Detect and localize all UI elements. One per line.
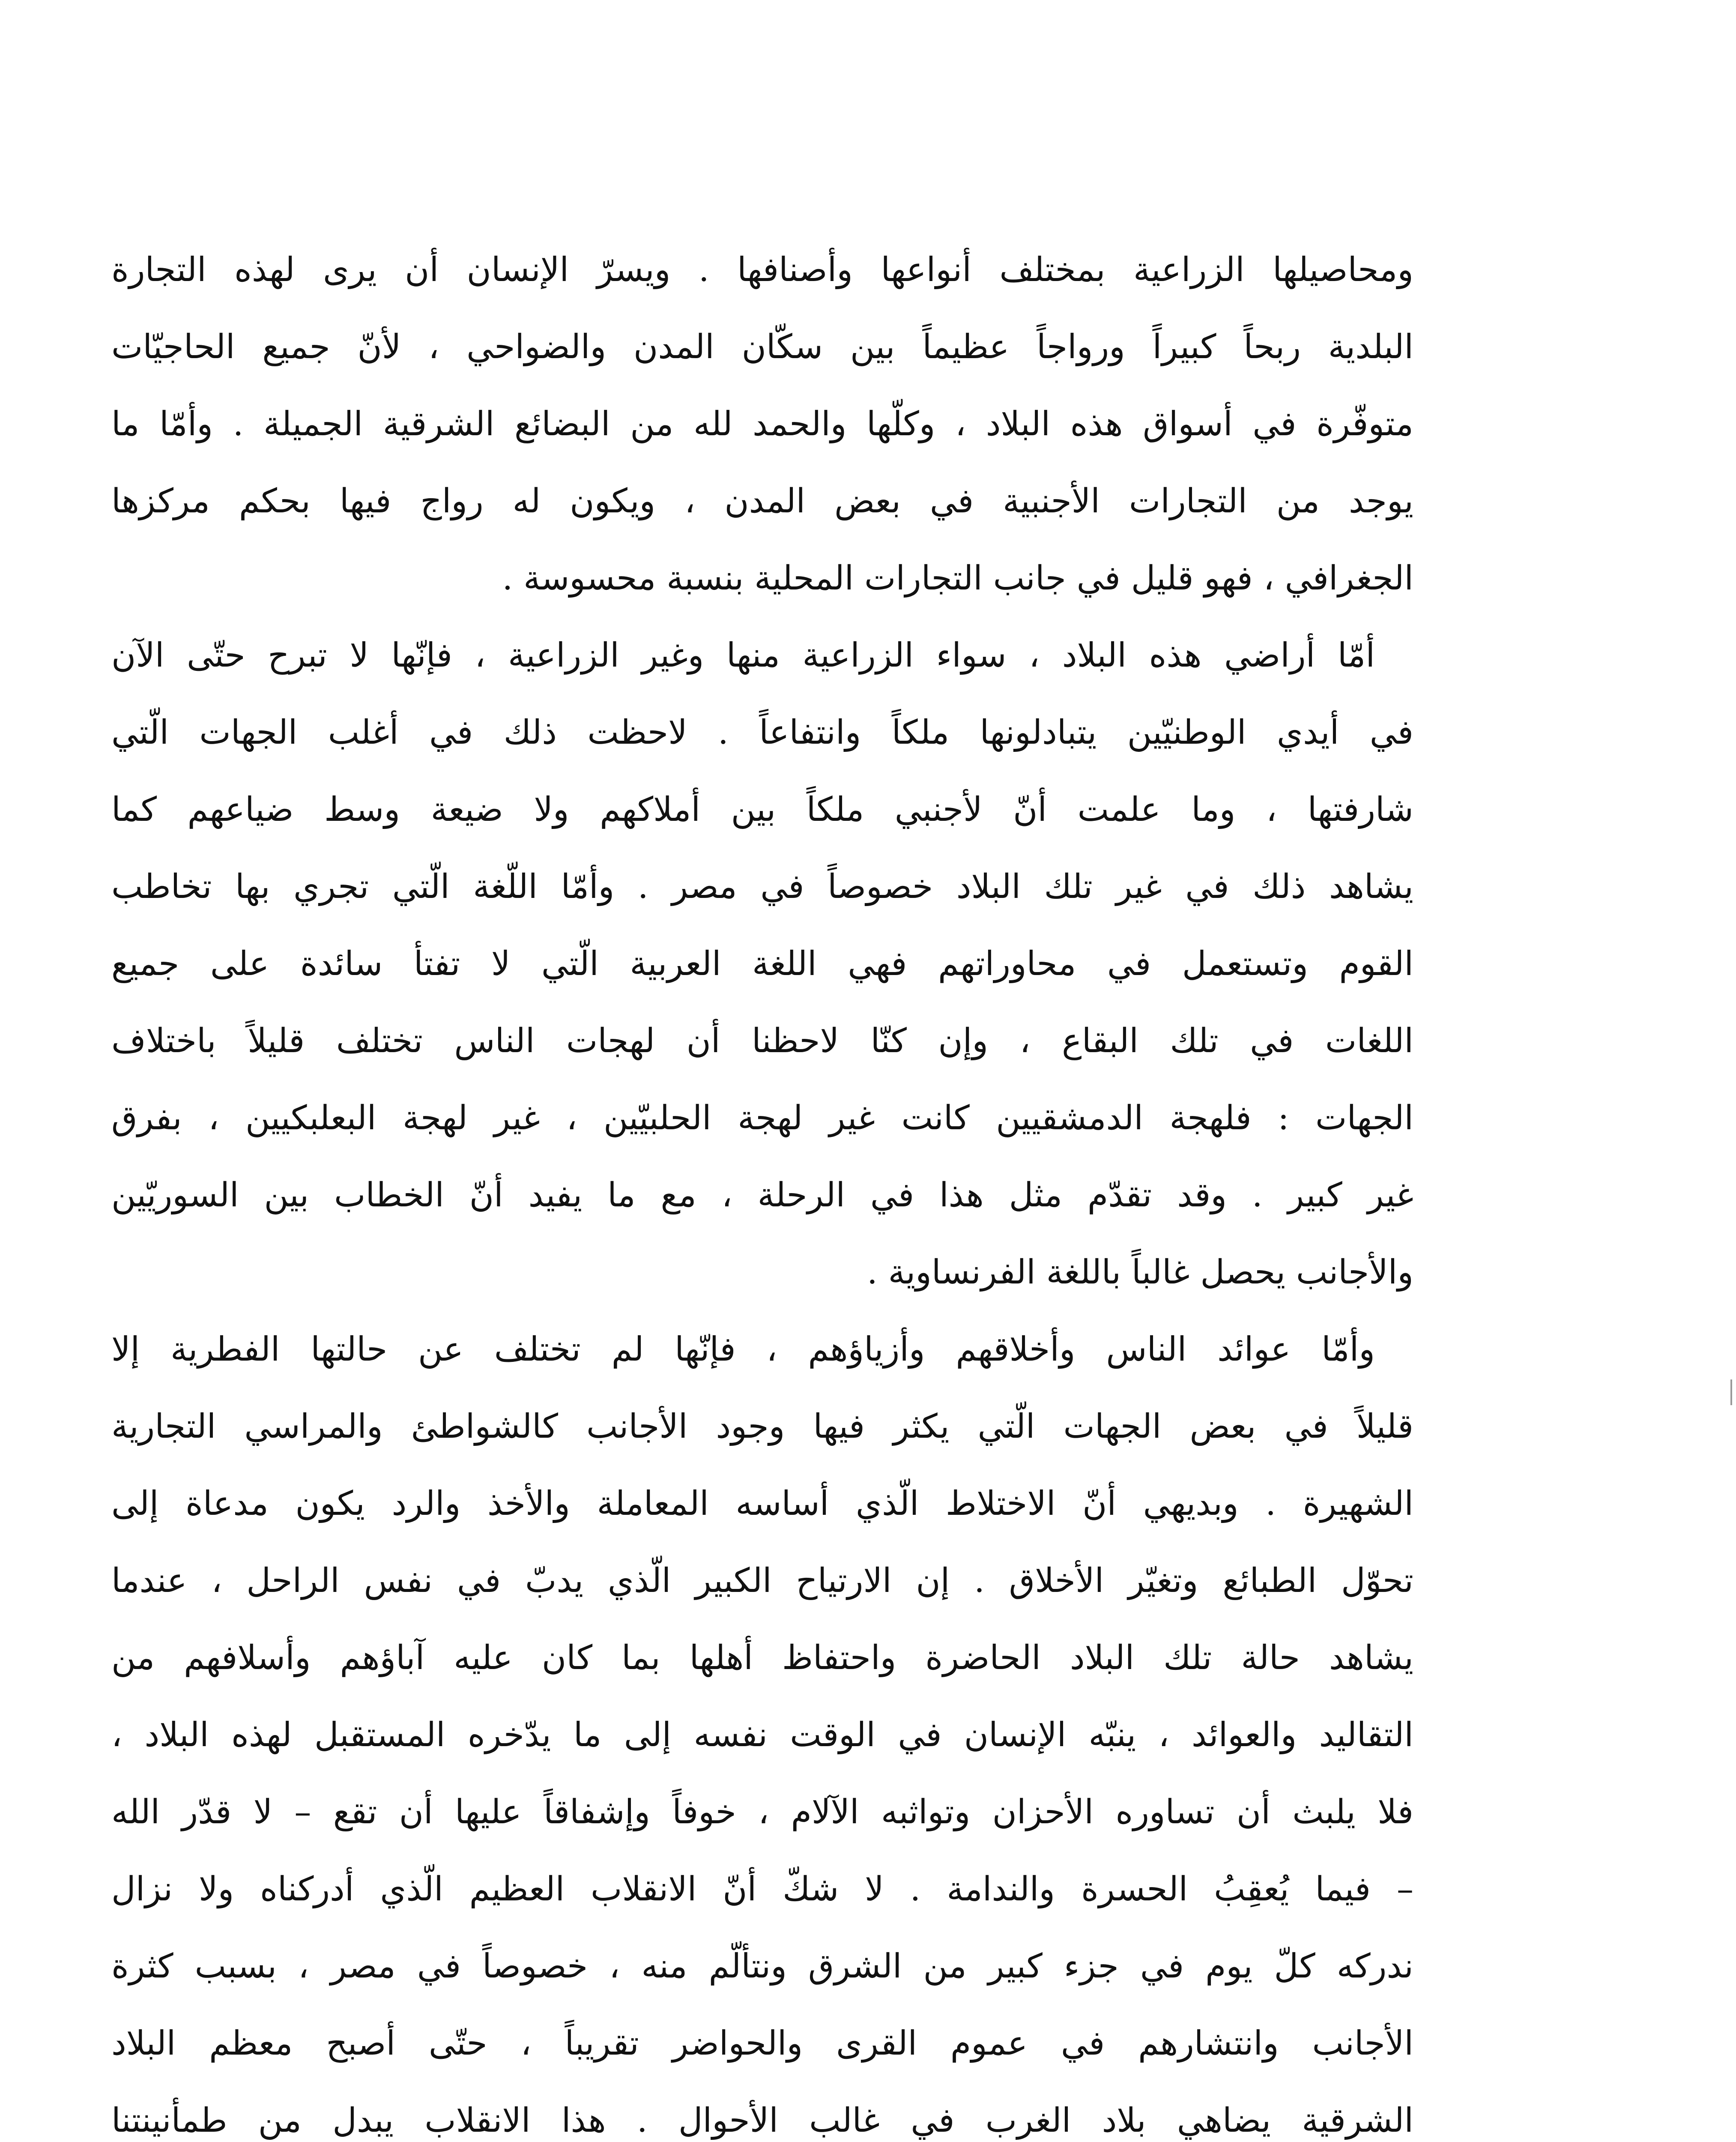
text-line: الجغرافي ، فهو قليل في جانب التجارات المحلية بنسبة محسوسة . xyxy=(502,559,1413,598)
text-line: والأجانب يحصل غالباً باللغة الفرنساوية . xyxy=(867,1253,1413,1292)
text-line: يوجد من التجارات الأجنبية في بعض المدن ، ويكون له رواج فيها بحكم مركزها xyxy=(111,482,1413,521)
text-line: فلا يلبث أن تساوره الأحزان وتواثبه الآلام ، خوفاً وإشفاقاً عليها أن تقع – لا قدّر الله xyxy=(111,1793,1413,1831)
text-line: ندركه كلّ يوم في جزء كبير من الشرق ونتألّم منه ، خصوصاً في مصر ، بسبب كثرة xyxy=(111,1947,1413,1986)
text-line: ومحاصيلها الزراعية بمختلف أنواعها وأصنافها . ويسرّ الإنسان أن يرى لهذه التجارة xyxy=(111,251,1413,289)
text-line: تحوّل الطبائع وتغيّر الأخلاق . إن الارتياح الكبير الّذي يدبّ في نفس الراحل ، عندما xyxy=(111,1562,1413,1600)
text-line: الشهيرة . وبديهي أنّ الاختلاط الّذي أساسه المعاملة والأخذ والرد يكون مدعاة إلى xyxy=(111,1484,1413,1523)
text-line: الشرقية يضاهي بلاد الغرب في غالب الأحوال . هذا الانقلاب يبدل من طمأنينتنا xyxy=(111,2101,1413,2140)
body-text xyxy=(111,231,1413,2142)
text-line: – فيما يُعقِبُ الحسرة والندامة . لا شكّ أنّ الانقلاب العظيم الّذي أدركناه ولا نزال xyxy=(111,1870,1413,1909)
text-line: غير كبير . وقد تقدّم مثل هذا في الرحلة ، مع ما يفيد أنّ الخطاب بين السوريّين xyxy=(111,1176,1413,1215)
text-line: اللغات في تلك البقاع ، وإن كنّا لاحظنا أن لهجات الناس تختلف قليلاً باختلاف xyxy=(111,1022,1413,1060)
text-line: يشاهد ذلك في غير تلك البلاد خصوصاً في مصر . وأمّا اللّغة الّتي تجري بها تخاطب xyxy=(111,868,1413,906)
text-line: القوم وتستعمل في محاوراتهم فهي اللغة العربية الّتي لا تفتأ سائدة على جميع xyxy=(111,945,1413,983)
text-line: وأمّا عوائد الناس وأخلاقهم وأزياؤهم ، فإنّها لم تختلف عن حالتها الفطرية إلا xyxy=(111,1330,1375,1369)
text-line: قليلاً في بعض الجهات الّتي يكثر فيها وجود الأجانب كالشواطئ والمراسي التجارية xyxy=(111,1407,1413,1446)
text-line: متوفّرة في أسواق هذه البلاد ، وكلّها والحمد لله من البضائع الشرقية الجميلة . وأمّا ما xyxy=(111,405,1413,443)
text-line: التقاليد والعوائد ، ينبّه الإنسان في الوقت نفسه إلى ما يدّخره المستقبل لهذه البلاد ، xyxy=(111,1716,1413,1754)
text-line: الأجانب وانتشارهم في عموم القرى والحواضر تقريباً ، حتّى أصبح معظم البلاد xyxy=(111,2024,1413,2063)
text-line: في أيدي الوطنيّين يتبادلونها ملكاً وانتفاعاً . لاحظت ذلك في أغلب الجهات الّتي xyxy=(111,713,1413,752)
text-line: البلدية ربحاً كبيراً ورواجاً عظيماً بين سكّان المدن والضواحي ، لأنّ جميع الحاجيّات xyxy=(111,328,1413,366)
text-line: الجهات : فلهجة الدمشقيين كانت غير لهجة الحلبيّين ، غير لهجة البعلبكيين ، بفرق xyxy=(111,1099,1413,1137)
text-line: أمّا أراضي هذه البلاد ، سواء الزراعية منها وغير الزراعية ، فإنّها لا تبرح حتّى الآن xyxy=(111,636,1375,675)
edge-mark xyxy=(1730,1379,1732,1405)
text-line: يشاهد حالة تلك البلاد الحاضرة واحتفاظ أهلها بما كان عليه آباؤهم وأسلافهم من xyxy=(111,1639,1413,1677)
text-line: شارفتها ، وما علمت أنّ لأجنبي ملكاً بين أملاكهم ولا ضيعة وسط ضياعهم كما xyxy=(111,790,1413,829)
